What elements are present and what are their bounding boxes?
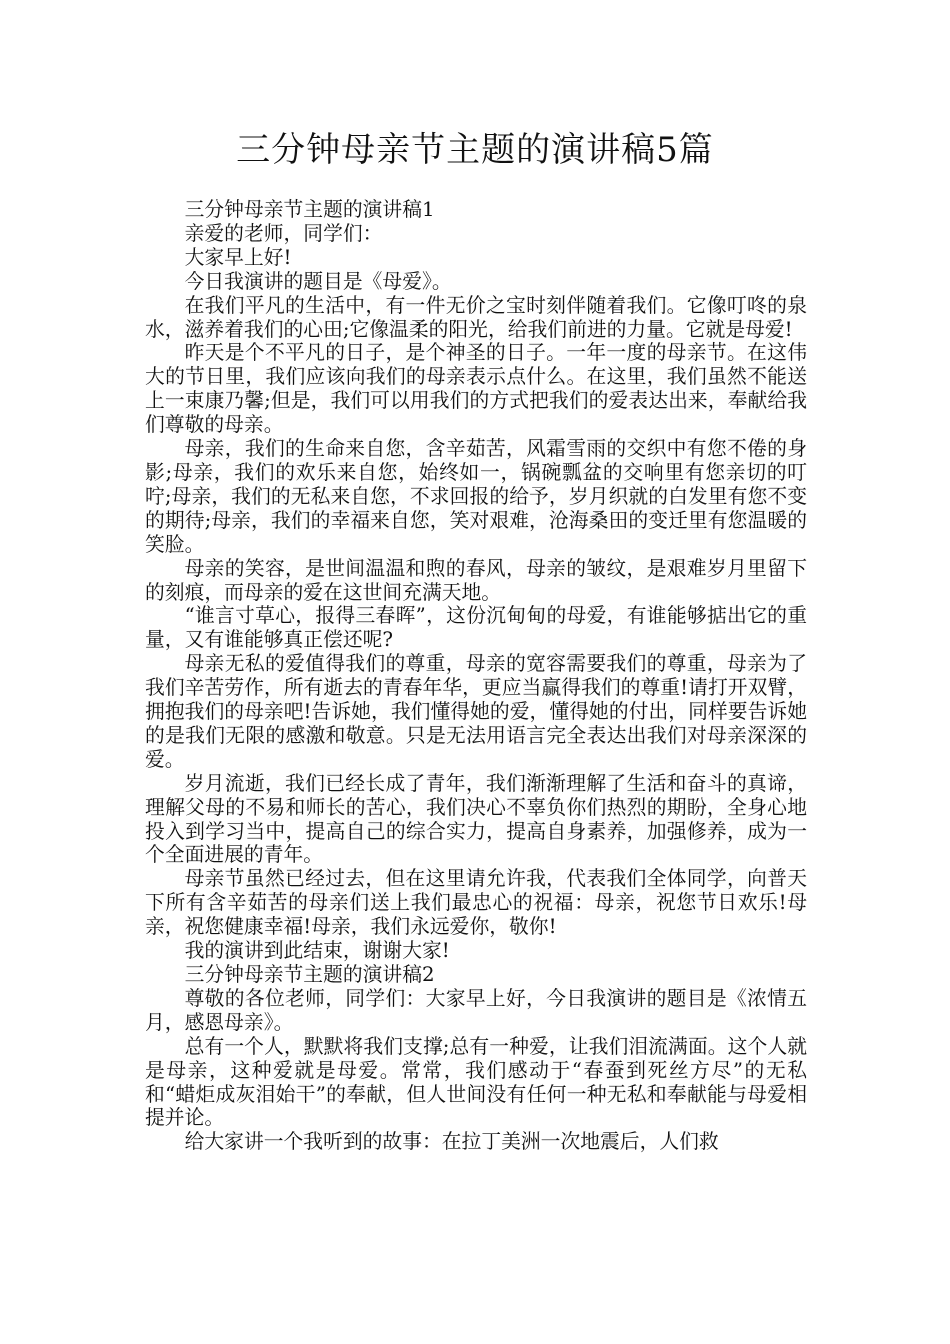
paragraph-body: “谁言寸草心，报得三春晖”，这份沉甸甸的母爱，有谁能够掂出它的重量，又有谁能够真正偿还呢? xyxy=(145,604,807,652)
paragraph-body: 尊敬的各位老师，同学们：大家早上好，今日我演讲的题目是《浓情五月，感恩母亲》。 xyxy=(145,986,807,1034)
document-title: 三分钟母亲节主题的演讲稿5篇 xyxy=(236,130,714,170)
paragraph-topic: 今日我演讲的题目是《母爱》。 xyxy=(184,269,452,293)
paragraph-salutation: 亲爱的老师，同学们： xyxy=(184,221,383,245)
paragraph-body: 给大家讲一个我听到的故事：在拉丁美洲一次地震后，人们救 xyxy=(184,1130,719,1154)
paragraph-body: 总有一个人，默默将我们支撑;总有一种爱，让我们泪流满面。这个人就是母亲，这种爱就是母爱。常常，我们感动于“春蚕到死丝方尽”的无私和“蜡炬成灰泪始干”的奉献，但人世间没有任何一种无私和奉献能与母爱相提并论。 xyxy=(145,1034,807,1130)
paragraph-body: 母亲的笑容，是世间温温和煦的春风，母亲的皱纹，是艰难岁月里留下的刻痕，而母亲的爱在这世间充满天地。 xyxy=(145,556,807,604)
paragraph-body: 母亲，我们的生命来自您，含辛茹苦，风霜雪雨的交织中有您不倦的身影;母亲，我们的欢乐来自您，始终如一，锅碗瓢盆的交响里有您亲切的叮咛;母亲，我们的无私来自您，不求回报的给予，岁月织就的白发里有您不变的期待;母亲，我们的幸福来自您，笑对艰难，沧海桑田的变迁里有您温暖的笑脸。 xyxy=(145,437,807,556)
paragraph-speech-1-heading: 三分钟母亲节主题的演讲稿1 xyxy=(184,198,435,221)
paragraph-greeting: 大家早上好! xyxy=(184,245,292,269)
document-body xyxy=(145,198,807,1154)
paragraph-body: 母亲节虽然已经过去，但在这里请允许我，代表我们全体同学，向普天下所有含辛茹苦的母亲们送上我们最忠心的祝福：母亲，祝您节日欢乐!母亲，祝您健康幸福!母亲，我们永远爱你，敬你! xyxy=(145,867,807,939)
paragraph-speech-2-heading: 三分钟母亲节主题的演讲稿2 xyxy=(184,963,435,986)
paragraph-body: 在我们平凡的生活中，有一件无价之宝时刻伴随着我们。它像叮咚的泉水，滋养着我们的心田;它像温柔的阳光，给我们前进的力量。它就是母爱! xyxy=(145,293,807,341)
paragraph-closing: 我的演讲到此结束，谢谢大家! xyxy=(184,939,450,963)
paragraph-body: 岁月流逝，我们已经长成了青年，我们渐渐理解了生活和奋斗的真谛，理解父母的不易和师长的苦心，我们决心不辜负你们热烈的期盼，全身心地投入到学习当中，提高自己的综合实力，提高自身素养，加强修养，成为一个全面进展的青年。 xyxy=(145,771,807,867)
paragraph-body: 昨天是个不平凡的日子，是个神圣的日子。一年一度的母亲节。在这伟大的节日里，我们应该向我们的母亲表示点什么。在这里，我们虽然不能送上一束康乃馨;但是，我们可以用我们的方式把我们的爱表达出来，奉献给我们尊敬的母亲。 xyxy=(145,341,807,437)
paragraph-body: 母亲无私的爱值得我们的尊重，母亲的宽容需要我们的尊重，母亲为了我们辛苦劳作，所有逝去的青春年华，更应当赢得我们的尊重!请打开双臂，拥抱我们的母亲吧!告诉她，我们懂得她的爱，懂得她的付出，同样要告诉她的是我们无限的感激和敬意。只是无法用语言完全表达出我们对母亲深深的爱。 xyxy=(145,652,807,771)
